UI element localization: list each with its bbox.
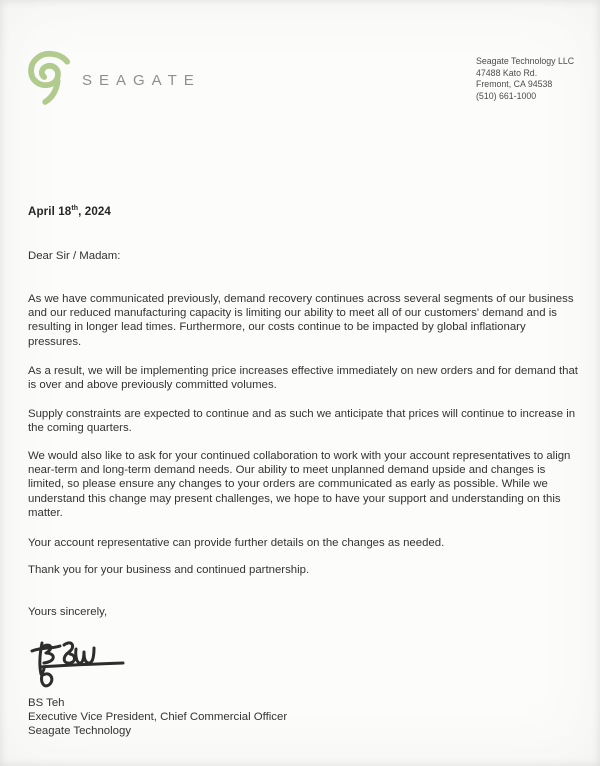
paragraph-supply-constraints: Supply constraints are expected to continue and as such we anticipate that prices will continue to increase in the coming quarters. — [28, 408, 576, 435]
signer-title: Executive Vice President, Chief Commercial Officer — [28, 711, 288, 723]
signer-name: BS Teh — [28, 697, 65, 709]
paragraph-price-increases: As a result, we will be implementing price increases effective immediately on new orders and for demand that is over and above previously committed volumes. — [28, 365, 578, 392]
sender-street: 47488 Kato Rd. — [476, 67, 538, 78]
salutation: Dear Sir / Madam: — [28, 250, 121, 262]
sender-address-block — [476, 56, 574, 103]
signature-block — [28, 696, 287, 738]
paragraph-collaboration: We would also like to ask for your continued collaboration to work with your account representatives to align near-term and long-term demand needs. Our ability to meet unplanned demand upside and changes is limited, so please ensure any changes to your orders are communicated as early as possible. While we understand this change may present challenges, we hope to have your support and understanding on this matter. — [28, 450, 571, 519]
seagate-swirl-icon — [26, 50, 72, 106]
seagate-logo — [26, 50, 201, 106]
date-ordinal: th — [71, 205, 79, 213]
paragraph-demand-recovery: As we have communicated previously, demand recovery continues across several segments of our business and our reduced manufacturing capacity is limiting our ability to meet all of our customers' demand and is resulting in longer lead times. Furthermore, our costs continue to be impacted by global inflationary pressures. — [28, 293, 574, 348]
seagate-wordmark: SEAGATE — [82, 71, 201, 89]
letter-date — [28, 205, 111, 218]
sender-company: Seagate Technology LLC — [476, 56, 575, 66]
signer-company: Seagate Technology — [28, 725, 132, 737]
date-day: April 18 — [28, 205, 72, 218]
signature-handwriting-icon — [26, 637, 138, 697]
sender-phone: (510) 661-1000 — [476, 91, 537, 102]
closing-line: Yours sincerely, — [28, 606, 108, 618]
sender-city: Fremont, CA 94538 — [476, 79, 553, 90]
paragraph-thank-you: Thank you for your business and continued partnership. — [28, 564, 310, 576]
paragraph-account-representative: Your account representative can provide further details on the changes as needed. — [28, 537, 445, 549]
date-year: , 2024 — [78, 205, 111, 218]
